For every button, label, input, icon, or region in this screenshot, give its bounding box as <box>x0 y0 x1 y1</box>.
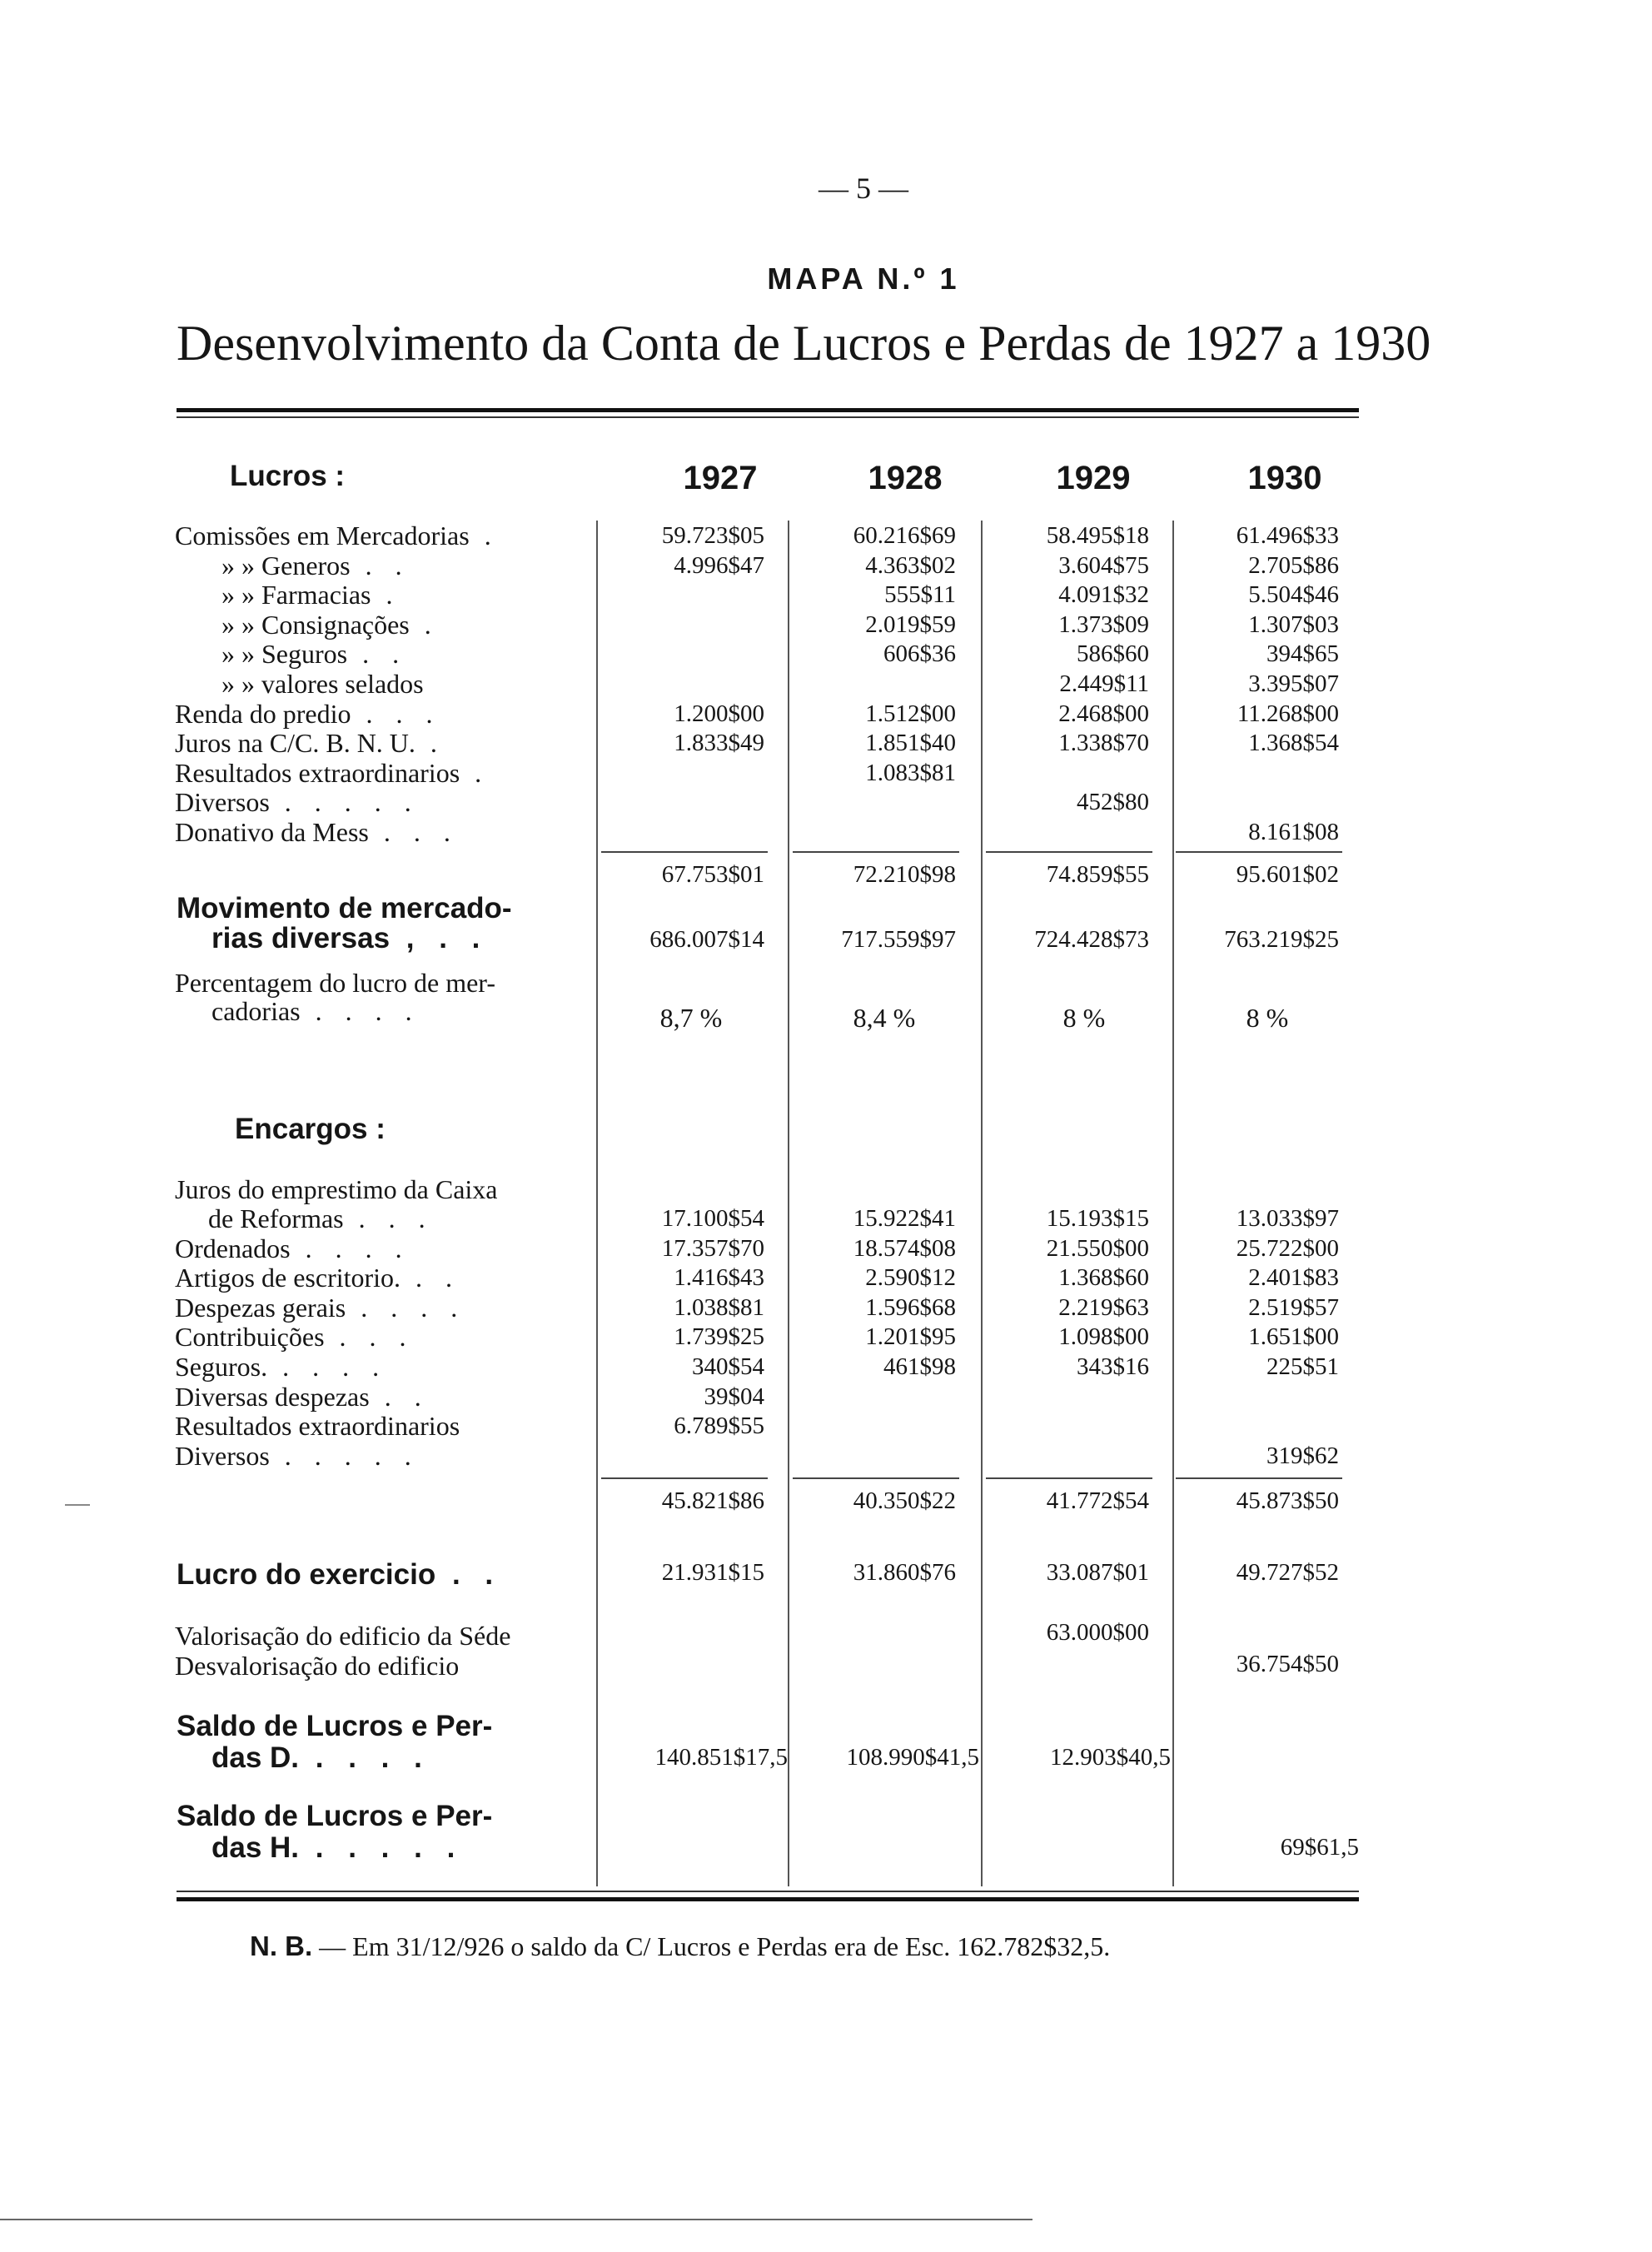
column-separator <box>981 521 983 1886</box>
column-separator <box>1172 521 1174 1886</box>
subtotal-line <box>793 851 959 853</box>
map-label: MAPA N.º 1 <box>767 262 960 296</box>
value-cell: 1.833$49 <box>674 730 764 757</box>
percentagem-label: cadorias . . . . <box>211 996 420 1026</box>
row-label: Artigos de escritorio. . . <box>175 1263 461 1293</box>
value-cell: 3.395$07 <box>1248 670 1339 697</box>
value-cell <box>793 818 956 848</box>
value-cell: 1.200$00 <box>674 700 764 727</box>
column-separator <box>788 521 789 1886</box>
lucros-values-1930 <box>1176 521 1339 848</box>
value-cell: 1.038$81 <box>674 1293 764 1321</box>
row-label: Diversas despezas . . <box>175 1381 430 1412</box>
lucro-exercicio-1930: 49.727$52 <box>1236 1559 1339 1586</box>
value-cell <box>1176 1412 1339 1442</box>
value-cell: 15.193$15 <box>1046 1205 1149 1232</box>
value-cell: 60.216$69 <box>853 522 956 549</box>
subtotal-line <box>1176 1477 1342 1479</box>
value-cell: 606$36 <box>883 640 956 668</box>
encargos-subtotal-1928: 40.350$22 <box>853 1487 956 1514</box>
lucro-exercicio-1928: 31.860$76 <box>853 1559 956 1586</box>
row-label: Ordenados . . . . <box>175 1233 411 1263</box>
year-header-1928: 1928 <box>868 460 943 496</box>
year-header-1927: 1927 <box>683 460 758 496</box>
value-cell: 461$98 <box>883 1353 956 1380</box>
value-cell <box>601 759 764 789</box>
value-cell: 59.723$05 <box>661 522 764 549</box>
year-header-1929: 1929 <box>1056 460 1131 496</box>
row-label: Juros na C/C. B. N. U. . <box>175 728 445 759</box>
value-cell: 340$54 <box>692 1353 764 1380</box>
movimento-1928: 717.559$97 <box>841 926 956 953</box>
lucros-subtotal-1929: 74.859$55 <box>1046 861 1149 888</box>
footer-line <box>0 2219 1032 2220</box>
row-label: Renda do predio . . . <box>175 698 441 729</box>
saldo-d-label: das D. . . . . <box>211 1741 430 1774</box>
value-cell: 1.373$09 <box>1058 610 1149 638</box>
value-cell: 13.033$97 <box>1236 1205 1339 1232</box>
value-cell: 25.722$00 <box>1236 1234 1339 1262</box>
value-cell <box>601 610 764 640</box>
value-cell: 17.357$70 <box>661 1234 764 1262</box>
value-cell: 2.519$57 <box>1248 1293 1339 1321</box>
value-cell: 39$04 <box>704 1383 764 1410</box>
value-cell: 1.416$43 <box>674 1264 764 1292</box>
movimento-1929: 724.428$73 <box>1034 926 1149 953</box>
bottom-rule-thin <box>177 1891 1359 1892</box>
value-cell <box>1176 788 1339 818</box>
value-cell <box>986 1412 1149 1442</box>
value-cell <box>793 1442 956 1472</box>
saldo-d-1929: 12.903$40,5 <box>1050 1744 1171 1771</box>
row-label: Resultados extraordinarios . <box>175 757 490 788</box>
row-label: » » Generos . . <box>221 550 411 580</box>
encargos-first-label: Juros do emprestimo da Caixa <box>175 1174 498 1204</box>
row-label: Diversos . . . . . <box>175 1440 420 1471</box>
encargos-values-1930 <box>1176 1204 1339 1471</box>
value-cell <box>1176 759 1339 789</box>
value-cell: 4.363$02 <box>865 551 956 579</box>
encargos-values-1929 <box>986 1204 1149 1471</box>
value-cell: 15.922$41 <box>853 1205 956 1232</box>
percentagem-1930: 8 % <box>1246 1003 1289 1033</box>
desvalorisacao-label: Desvalorisação do edificio <box>175 1651 460 1681</box>
lucros-labels <box>175 521 591 848</box>
value-cell <box>601 580 764 610</box>
value-cell: 6.789$55 <box>674 1412 764 1440</box>
subtotal-line <box>986 851 1152 853</box>
value-cell: 11.268$00 <box>1237 700 1339 727</box>
value-cell: 17.100$54 <box>661 1205 764 1232</box>
row-label: Despezas gerais . . . . <box>175 1292 466 1323</box>
row-label: Diversos . . . . . <box>175 787 420 818</box>
value-cell: 2.590$12 <box>865 1264 956 1292</box>
value-cell <box>986 1383 1149 1412</box>
encargos-values-1928 <box>793 1204 956 1471</box>
lucro-exercicio-1929: 33.087$01 <box>1046 1559 1149 1586</box>
row-label: Comissões em Mercadorias . <box>175 521 500 551</box>
percentagem-label-line1: Percentagem do lucro de mer- <box>175 968 495 998</box>
encargos-subtotal-1929: 41.772$54 <box>1046 1487 1149 1514</box>
value-cell: 1.739$25 <box>674 1323 764 1351</box>
bottom-rule <box>177 1897 1359 1901</box>
encargos-values-1927 <box>601 1204 764 1471</box>
lucros-values-1929 <box>986 521 1149 848</box>
row-label: Seguros. . . . . <box>175 1351 388 1382</box>
value-cell <box>1176 1383 1339 1412</box>
row-label: de Reformas . . . <box>208 1203 434 1233</box>
encargos-labels <box>175 1204 591 1471</box>
value-cell: 61.496$33 <box>1236 522 1339 549</box>
value-cell: 21.550$00 <box>1046 1234 1149 1262</box>
value-cell: 8.161$08 <box>1248 818 1339 845</box>
saldo-d-label-line1: Saldo de Lucros e Per- <box>177 1710 493 1742</box>
lucros-subtotal-1930: 95.601$02 <box>1236 861 1339 888</box>
subtotal-line <box>601 851 768 853</box>
saldo-d-1928: 108.990$41,5 <box>846 1744 979 1771</box>
value-cell <box>793 670 956 700</box>
lucros-subtotal-1927: 67.753$01 <box>661 861 764 888</box>
movimento-label: rias diversas , . . <box>211 922 489 954</box>
lucros-subtotal-1928: 72.210$98 <box>853 861 956 888</box>
value-cell <box>986 759 1149 789</box>
value-cell: 58.495$18 <box>1046 522 1149 549</box>
value-cell <box>601 670 764 700</box>
value-cell: 1.368$60 <box>1058 1264 1149 1292</box>
margin-mark <box>65 1504 90 1506</box>
value-cell: 1.201$95 <box>865 1323 956 1351</box>
saldo-h-label-line1: Saldo de Lucros e Per- <box>177 1800 493 1832</box>
value-cell <box>601 640 764 670</box>
subtotal-line <box>986 1477 1152 1479</box>
value-cell: 18.574$08 <box>853 1234 956 1262</box>
value-cell: 2.019$59 <box>865 610 956 638</box>
value-cell: 586$60 <box>1077 640 1149 668</box>
value-cell <box>793 1383 956 1412</box>
row-label: » » Consignações . <box>221 609 440 640</box>
page-title: Desenvolvimento da Conta de Lucros e Perdas de 1927 a 1930 <box>177 316 1431 371</box>
value-cell <box>793 788 956 818</box>
value-cell: 2.401$83 <box>1248 1264 1339 1292</box>
valorisacao-label: Valorisação do edificio da Séde <box>175 1621 511 1651</box>
value-cell: 2.449$11 <box>1059 670 1149 697</box>
top-rule <box>177 408 1359 412</box>
value-cell: 4.996$47 <box>674 551 764 579</box>
value-cell: 2.468$00 <box>1058 700 1149 727</box>
value-cell <box>601 788 764 818</box>
value-cell: 225$51 <box>1266 1353 1339 1380</box>
saldo-d-1927: 140.851$17,5 <box>654 1744 788 1771</box>
value-cell <box>601 818 764 848</box>
value-cell: 4.091$32 <box>1058 581 1149 609</box>
value-cell: 343$16 <box>1077 1353 1149 1380</box>
lucro-exercicio-label: Lucro do exercicio . . <box>177 1558 502 1591</box>
movimento-1930: 763.219$25 <box>1224 926 1339 953</box>
value-cell: 394$65 <box>1266 640 1339 668</box>
lucro-exercicio-1927: 21.931$15 <box>661 1559 764 1586</box>
percentagem-1927: 8,7 % <box>659 1003 723 1033</box>
row-label: Donativo da Mess . . . <box>175 816 459 847</box>
value-cell: 1.651$00 <box>1248 1323 1339 1351</box>
encargos-subtotal-1930: 45.873$50 <box>1236 1487 1339 1514</box>
footnote: N. B. — Em 31/12/926 o saldo da C/ Lucros e Perdas era de Esc. 162.782$32,5. <box>250 1931 1111 1961</box>
value-cell: 1.368$54 <box>1248 730 1339 757</box>
value-cell: 1.083$81 <box>865 759 956 786</box>
value-cell: 2.705$86 <box>1248 551 1339 579</box>
value-cell: 3.604$75 <box>1058 551 1149 579</box>
value-cell <box>601 1442 764 1472</box>
value-cell <box>793 1412 956 1442</box>
value-cell: 2.219$63 <box>1058 1293 1149 1321</box>
value-cell: 1.596$68 <box>865 1293 956 1321</box>
value-cell <box>986 1442 1149 1472</box>
value-cell <box>986 818 1149 848</box>
lucros-values-1928 <box>793 521 956 848</box>
lucros-heading: Lucros : <box>230 460 346 492</box>
movimento-1927: 686.007$14 <box>649 926 764 953</box>
row-label: » » valores selados <box>221 668 424 699</box>
saldo-h-label: das H. . . . . . <box>211 1831 464 1864</box>
value-cell: 1.512$00 <box>865 700 956 727</box>
row-label: Contribuições . . . <box>175 1322 415 1353</box>
row-label: » » Seguros . . <box>221 639 408 670</box>
row-label: » » Farmacias . <box>221 580 401 610</box>
value-cell: 5.504$46 <box>1248 581 1339 609</box>
percentagem-1929: 8 % <box>1062 1003 1106 1033</box>
value-cell: 1.851$40 <box>865 730 956 757</box>
value-cell: 1.307$03 <box>1248 610 1339 638</box>
desvalorisacao-1930: 36.754$50 <box>1236 1651 1339 1677</box>
subtotal-line <box>601 1477 768 1479</box>
saldo-h-1930: 69$61,5 <box>1280 1834 1359 1861</box>
valorisacao-1929: 63.000$00 <box>1046 1619 1149 1646</box>
page-number: — 5 — <box>819 172 908 205</box>
value-cell: 555$11 <box>884 581 956 609</box>
encargos-heading: Encargos : <box>235 1113 386 1145</box>
row-label: Resultados extraordinarios <box>175 1411 460 1442</box>
top-rule-thin <box>177 416 1359 418</box>
movimento-label-line1: Movimento de mercado- <box>177 892 512 924</box>
percentagem-1928: 8,4 % <box>853 1003 916 1033</box>
value-cell: 1.098$00 <box>1058 1323 1149 1351</box>
value-cell: 1.338$70 <box>1058 730 1149 757</box>
subtotal-line <box>1176 851 1342 853</box>
lucros-values-1927 <box>601 521 764 848</box>
value-cell: 452$80 <box>1077 789 1149 816</box>
subtotal-line <box>793 1477 959 1479</box>
value-cell: 319$62 <box>1266 1442 1339 1469</box>
column-separator <box>596 521 598 1886</box>
year-header-1930: 1930 <box>1247 460 1322 496</box>
encargos-subtotal-1927: 45.821$86 <box>661 1487 764 1514</box>
